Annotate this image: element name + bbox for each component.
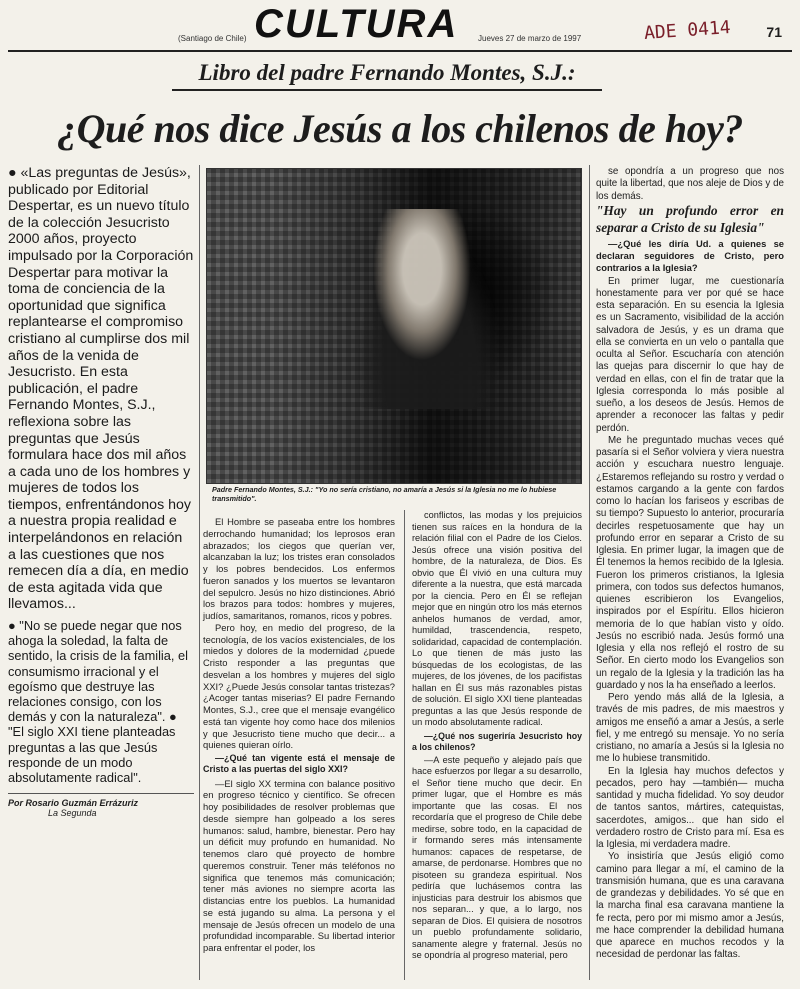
archive-stamp: ADE 0414	[643, 17, 732, 44]
body-paragraph: Yo insistiría que Jesús eligió como camino para llegar a mí, el camino de la transmisión humana, que es una caravana de grandezas y debilidades. Yo sé que en la marcha final esa caravana mantiene la fe recta, pero por mi mismo amor a Jesús, me hace comprender la debilidad humana que aparece en muchos recodos y la necesidad de perdonar las faltas.	[596, 851, 784, 961]
page-number: 71	[766, 24, 782, 40]
body-column-1	[203, 516, 395, 954]
body-paragraph: Pero yendo más allá de la Iglesia, a través de mis padres, de mis maestros y amigos me enseñó a amar a Jesús, a serle fiel, y me entregó su mensaje. Yo no sería cristiano, no amaría a Jesús si la Iglesia no me lo hubiese transmitido.	[596, 692, 784, 765]
subheading: "Hay un profundo error en separar a Cristo de su Iglesia"	[596, 202, 784, 235]
column-divider	[589, 165, 590, 980]
body-paragraph: Me he preguntado muchas veces qué pasaría si el Señor volviera y viera nuestra acción y escuchara nuestro lenguaje. ¿Estaremos reflejando su rostro y verdad o estamos cargando a la gente con fardos como lo hacían los fariseos y escribas de su tiempo? Supuesto lo anterior, procuraría decirles respetuosamente que hay un profundo error en separar a Cristo de su Iglesia. En primer lugar, la imagen que de Él tenemos la hemos recibido de la Iglesia. Fueron los primeros cristianos, la Iglesia primera, con todos sus defectos humanos, quienes escribieron los Evangelios, inspirados por el Espíritu. Ellos hicieron memoria de lo que habían visto y oído. Jesús no escribió nada. Jesús formó una Iglesia y ella nos reflejó el rostro de su Señor. En cierto modo los Evangelios son un regalo de la Iglesia y la tradición las ha guardado y nos la ha enseñado a leerlos.	[596, 434, 784, 691]
body-paragraph: se opondría a un progreso que nos quite la libertad, que nos aleje de Dios y de los demás.	[596, 166, 784, 202]
lead-paragraph: ● «Las preguntas de Jesús», publicado por Editorial Despertar, es un nuevo título de la colección Jesucristo 2000 años, proyecto impulsado por la Corporación Despertar para motivar la toma de conciencia de la oportunidad que significa replantearse el compromiso cristiano al cumplirse dos mil años de la venida de Jesucristo. En esta publicación, el padre Fernando Montes, S.J., reflexiona sobre las preguntas que Jesús formulara hace dos mil años a cada uno de los hombres y mujeres de todos los tiempos, enfrentándonos hoy a nuestra propia realidad e interpelándonos en relación a las cuestiones que nos remecen día a día, en medio de esta agitada vida que llevamos...	[8, 165, 194, 613]
body-paragraph: —El siglo XX termina con balance positivo en progreso técnico y científico. Se ofrecen hoy posibilidades de resolver problemas que desde siempre han golpeado a los seres humanos: salud, hambre, bienestar. Pero hay un déficit muy profundo en humanidad. No tenemos claro qué proyecto de hombre queremos construir. Tener más teléfonos no significa que tenemos más comunicación; tener más aviones no siempre acorta las distancias entre los pueblos. La humanidad se está jugando su alma. La persona y el mensaje de Jesús ofrecen un modelo de una profundidad incomparable. Su libertad interior para enfrentar el poder, los	[203, 777, 395, 953]
lead-column	[8, 165, 194, 818]
body-paragraph: —A este pequeño y alejado país que hace esfuerzos por llegar a su desarrollo, el Señor tiene mucho que decir. En primer lugar, que el Hombre es más importante que las cosas. El nos recordaría que el progreso de Chile debe medirse, sobre todo, en la capacidad de ir formando seres más intensamente humanos: capaces de respetarse, de amarse, de perdonarse. Hombres que no pisoteen su grandeza espiritual. Nos pediría que luchásemos contra las injusticias para destruir los abismos que nos separan... y que, a lo largo, nos separan de Dios. El quisiera de nosotros un pueblo profundamente solidario, sanamente alegre y fraternal. Jesús no se opondría al progreso material, pero	[412, 754, 582, 960]
lead-quotes: ● "No se puede negar que nos ahoga la soledad, la falta de sentido, la crisis de la familia, el consumismo irracional y el egoísmo que destruye las relaciones consigo, con los demás y con la naturaleza". ● "El siglo XXI tiene planteadas preguntas a las que Jesús responde de un modo absolutamente radical".	[8, 618, 188, 786]
interview-question: —¿Qué nos sugeriría Jesucristo hoy a los chilenos?	[412, 730, 582, 752]
body-paragraph: conflictos, las modas y los prejuicios tienen sus raíces en la hondura de la relación filial con el Padre de los Cielos. Jesús ofrece una visión positiva del hombre, de la naturaleza, de Dios. Es obvio que Él vivió en una cultura muy diferente a la nuestra, que está marcada por la ciencia. Pero en Él se reflejan mejor que en ningún otro los más eternos anhelos humanos de verdad, amor, humildad, trascendencia, respeto, solidaridad, capacidad de contemplación. Lo que tienen de más justo las búsquedas de los ecologistas, de las mujeres, de los jóvenes, de los pacifistas hallan en Él sus más razonables pistas de solución. El siglo XXI tiene planteadas preguntas a las que Jesús responde de un modo absolutamente radical.	[412, 510, 582, 727]
interview-question: —¿Qué les diría Ud. a quienes se declaran seguidores de Cristo, pero contrarios a la Iglesia?	[596, 238, 784, 273]
header-edition: (Santiago de Chile)	[178, 34, 247, 43]
interview-question: —¿Qué tan vigente está el mensaje de Cristo a las puertas del siglo XXI?	[203, 753, 395, 775]
header-date: Jueves 27 de marzo de 1997	[478, 34, 582, 43]
page-header	[8, 2, 792, 52]
kicker: Libro del padre Fernando Montes, S.J.:	[172, 60, 602, 91]
byline-source: La Segunda	[48, 808, 97, 819]
body-paragraph: En primer lugar, me cuestionaría honestamente para ver por qué se hace esta separación. En su esencia la Iglesia es un Sacramento, visibilidad de la acción salvadora de Jesús, y es un drama que ella se convierta en un velo o pantalla que oculta al Señor. Escucharía con atención las quejas para discernir lo que hay de verdad en ellas, con el fin de tratar que la Iglesia corresponda lo más posible al sueño, a los deseos de Jesús. Hemos de aprender a reconocer las faltas y pedir perdón.	[596, 275, 784, 434]
column-divider	[404, 510, 405, 980]
section-title: CULTURA	[254, 2, 459, 46]
body-column-2	[412, 510, 582, 962]
body-paragraph: En la Iglesia hay muchos defectos y pecados, pero hay —también— mucha santidad y mucha fidelidad. Yo soy deudor de tantos santos, mártires, catequistas, sacerdotes, amigos... que han sido el verdadero rostro de Cristo para mí. Esa es la Iglesia, mi verdadera madre.	[596, 765, 784, 850]
column-divider	[199, 165, 200, 980]
body-column-3	[596, 166, 784, 962]
photo-caption: Padre Fernando Montes, S.J.: "Yo no sería cristiano, no amaría a Jesús si la Iglesia no me lo hubiese transmitido".	[212, 485, 557, 503]
byline: Por Rosario Guzmán Errázuriz	[8, 793, 194, 808]
priest-portrait-figure	[347, 209, 497, 409]
headline: ¿Qué nos dice Jesús a los chilenos de hoy?	[57, 106, 743, 151]
body-paragraph: Pero hoy, en medio del progreso, de la tecnología, de los vacíos existenciales, de los miedos y dolores de la modernidad ¿puede Cristo responder a las preguntas que desvelan a los hombres y mujeres del siglo XXI? ¿Puede Jesús consolar tantas tristezas? ¿Acoger tantas miserias? El padre Fernando Montes, S.J., cree que el mensaje evangélico está tan vigente hoy como hace dos milenios y que Jesucristo tiene mucho que decir... a quienes quieran oírlo.	[203, 621, 395, 751]
body-paragraph: El Hombre se paseaba entre los hombres derrochando humanidad; los leprosos eran abrazados; los ciegos que querían ver, alcanzaban la luz; los tristes eran consolados y los pobres bendecidos. Los enfermos fueron sanados y los muertos se levantaron del sepulcro. Jesús no hizo distinciones. Abrió los brazos para todos: hombres y mujeres, judíos, samaritanos, romanos, ricos y pobres.	[203, 516, 395, 621]
portrait-photo	[206, 168, 582, 484]
